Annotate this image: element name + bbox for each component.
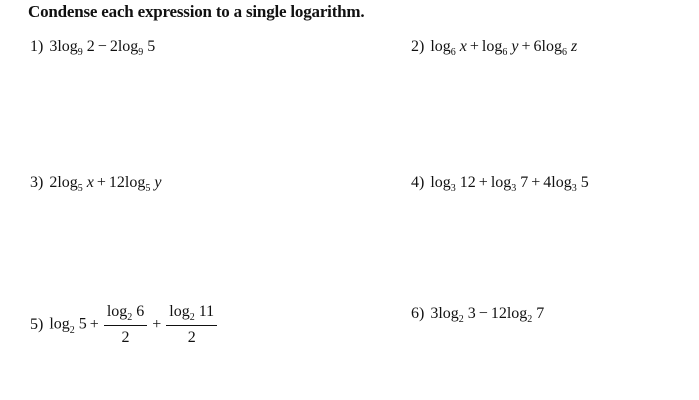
log-argument: 5 bbox=[78, 315, 87, 333]
log-argument: y bbox=[154, 174, 162, 191]
log-base: 3 bbox=[450, 183, 456, 194]
log-base: 9 bbox=[138, 47, 144, 58]
fraction bbox=[166, 303, 217, 347]
problem-number: 6) bbox=[411, 305, 425, 322]
fraction-numerator bbox=[166, 303, 217, 326]
problem-3 bbox=[30, 174, 161, 193]
problem-number: 4) bbox=[411, 174, 425, 191]
worksheet-title: Condense each expression to a single logarithm. bbox=[28, 2, 365, 21]
operator: + bbox=[96, 174, 106, 191]
problem-1 bbox=[30, 38, 155, 57]
log-term: log bbox=[430, 174, 451, 191]
coefficient: 12 bbox=[108, 174, 125, 191]
log-base: 5 bbox=[145, 183, 151, 194]
log-base: 2 bbox=[189, 312, 195, 323]
log-term: log bbox=[124, 174, 146, 191]
log-term: log bbox=[438, 305, 459, 322]
log-argument: 11 bbox=[198, 303, 215, 320]
log-base: 2 bbox=[127, 312, 133, 323]
operator: + bbox=[152, 315, 162, 333]
operator: − bbox=[97, 38, 107, 55]
problem-4 bbox=[411, 174, 589, 193]
problem-number: 5) bbox=[30, 315, 44, 333]
log-argument: 2 bbox=[86, 38, 95, 55]
problem-5 bbox=[30, 303, 219, 347]
log-term: log bbox=[169, 303, 190, 320]
log-term: log bbox=[490, 174, 512, 191]
log-argument: x bbox=[459, 38, 467, 55]
log-base: 6 bbox=[561, 47, 567, 58]
log-base: 6 bbox=[450, 47, 456, 58]
log-base: 9 bbox=[77, 47, 83, 58]
log-argument: 5 bbox=[147, 38, 156, 55]
log-argument: 6 bbox=[136, 303, 145, 320]
log-base: 2 bbox=[458, 314, 464, 325]
log-argument: 5 bbox=[580, 174, 589, 191]
fraction-numerator bbox=[104, 303, 147, 326]
fraction-denominator: 2 bbox=[187, 329, 196, 346]
operator: + bbox=[531, 174, 541, 191]
log-base: 2 bbox=[527, 314, 533, 325]
problem-number: 2) bbox=[411, 38, 425, 55]
problem-6 bbox=[411, 305, 544, 324]
log-term: log bbox=[57, 38, 78, 55]
coefficient: 3 bbox=[49, 38, 58, 55]
coefficient: 6 bbox=[533, 38, 542, 55]
log-term: log bbox=[117, 38, 139, 55]
log-argument: 7 bbox=[536, 305, 545, 322]
log-term: log bbox=[49, 315, 70, 333]
log-base: 3 bbox=[571, 183, 577, 194]
operator: + bbox=[469, 38, 479, 55]
log-term: log bbox=[506, 305, 528, 322]
log-argument: x bbox=[86, 174, 94, 191]
log-argument: z bbox=[570, 38, 578, 55]
operator: + bbox=[521, 38, 531, 55]
log-argument: y bbox=[511, 38, 519, 55]
coefficient: 2 bbox=[109, 38, 118, 55]
log-base: 6 bbox=[502, 47, 508, 58]
log-term: log bbox=[481, 38, 503, 55]
problem-number: 3) bbox=[30, 174, 44, 191]
log-base: 3 bbox=[511, 183, 517, 194]
operator: + bbox=[89, 315, 99, 333]
fraction bbox=[104, 303, 147, 347]
fraction-denominator: 2 bbox=[121, 329, 130, 346]
problem-number: 1) bbox=[30, 38, 44, 55]
operator: + bbox=[478, 174, 488, 191]
log-argument: 12 bbox=[459, 174, 476, 191]
log-term: log bbox=[430, 38, 451, 55]
log-term: log bbox=[57, 174, 78, 191]
log-base: 5 bbox=[77, 183, 83, 194]
log-term: log bbox=[551, 174, 572, 191]
problem-2 bbox=[411, 38, 577, 57]
coefficient: 4 bbox=[543, 174, 552, 191]
log-argument: 3 bbox=[467, 305, 476, 322]
coefficient: 2 bbox=[49, 174, 58, 191]
log-argument: 7 bbox=[520, 174, 529, 191]
operator: − bbox=[478, 305, 488, 322]
log-term: log bbox=[541, 38, 562, 55]
log-term: log bbox=[106, 303, 128, 320]
coefficient: 12 bbox=[490, 305, 507, 322]
log-base: 2 bbox=[69, 324, 75, 336]
coefficient: 3 bbox=[430, 305, 439, 322]
